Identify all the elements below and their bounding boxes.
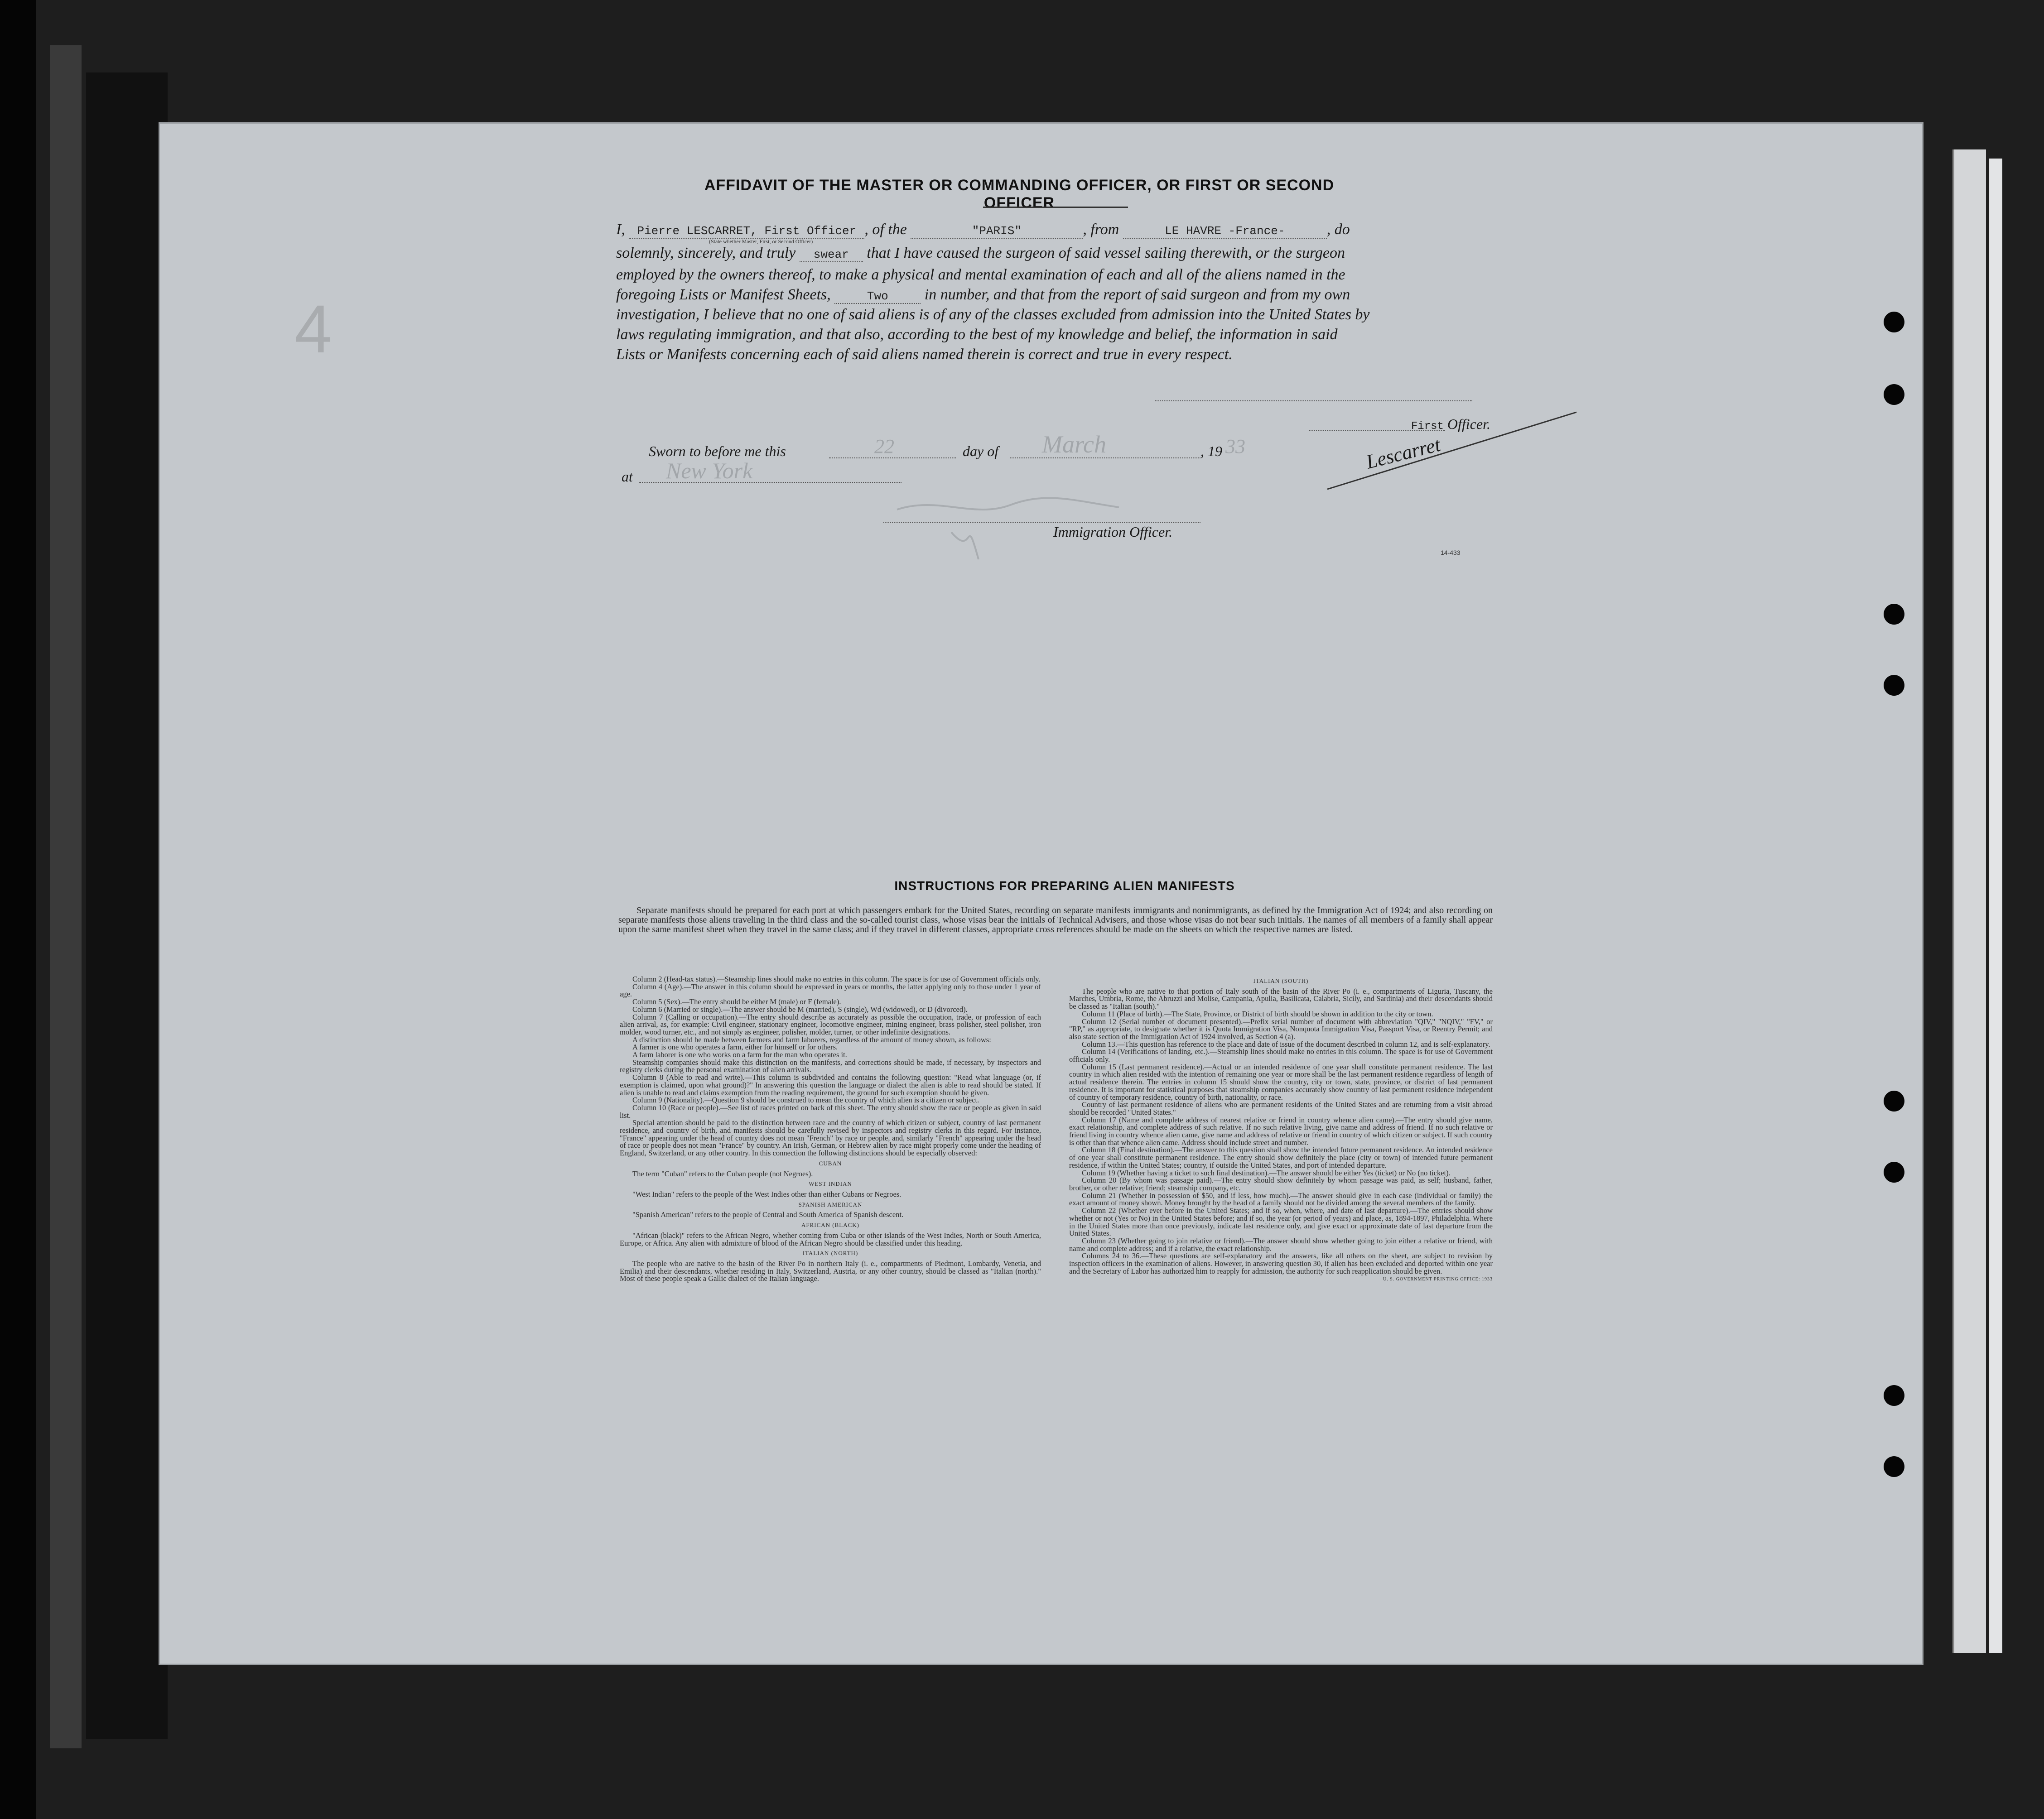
punch-hole bbox=[1884, 1456, 1904, 1477]
day-of-text: day of bbox=[963, 443, 999, 459]
officer-typed: First bbox=[1411, 420, 1444, 433]
instruction-paragraph: Columns 24 to 36.—These questions are self-explanatory and the answers, like all others on the sheet, are subject to revision by inspection officers in the examination of aliens. However, in answering question 30, if alien has been excluded and deported within one year and the Secretary of Labor has authorized him to reapply for admission, the authority for such reapplication should be given. bbox=[1069, 1251, 1493, 1275]
punch-hole bbox=[1884, 1091, 1904, 1112]
sworn-text: Sworn to before me this bbox=[649, 443, 786, 459]
affidavit-i: I, bbox=[616, 221, 625, 238]
instruction-paragraph: Column 15 (Last permanent residence).—Actual or an intended residence of one year shall constitute permanent residence. The last country in which alien resided with the intention of remaining one year or more shall be the last permanent residence regardless of length of actual residence therein. The entries in column 15 should show the country, city or town, state, province, or district of last permanent residence. It is important for statistical purposes that steamship companies accurately show country of last permanent residence independent of country of temporary residence, country of birth, nationality, or race. bbox=[1069, 1062, 1493, 1102]
page-number-stamp: 4 bbox=[294, 291, 333, 367]
section-heading: CUBAN bbox=[819, 1160, 842, 1167]
punch-hole bbox=[1884, 675, 1904, 696]
instructions-right-column bbox=[1069, 975, 1493, 1284]
title-rule bbox=[983, 207, 1128, 208]
punch-hole bbox=[1884, 604, 1904, 625]
immigration-officer-rule bbox=[883, 522, 1200, 523]
affidavit-text: solemnly, sincerely, and truly bbox=[616, 245, 796, 261]
officer-rank: First Officer bbox=[764, 224, 857, 238]
section-heading: ITALIAN (SOUTH) bbox=[1253, 977, 1309, 984]
instruction-paragraph: Column 13.—This question has reference to the place and date of issue of the document described in column 12, and is self-explanatory. bbox=[1082, 1039, 1490, 1049]
instruction-paragraph: The term "Cuban" refers to the Cuban people (not Negroes). bbox=[632, 1169, 813, 1178]
oath-field: swear bbox=[800, 248, 863, 262]
section-heading: WEST INDIAN bbox=[809, 1180, 852, 1188]
month-handwritten: March bbox=[1042, 431, 1106, 458]
instruction-paragraph: Column 8 (Able to read and write).—This column is subdivided and contains the following question: "Read what language (or, if exemption is claimed, upon what ground)?" In answering this question the language or dialect the alien is able to read should be stated. If alien is unable to read and claims exemption from the reading requirement, the ground for such exemption should be given. bbox=[620, 1073, 1041, 1097]
section-heading: AFRICAN (BLACK) bbox=[801, 1222, 860, 1229]
instruction-paragraph: Column 9 (Nationality).—Question 9 should be construed to mean the country of which alien is a citizen or subject. bbox=[632, 1096, 979, 1105]
punch-hole bbox=[1884, 1162, 1904, 1183]
instruction-paragraph: A farmer is one who operates a farm, either for himself or for others. bbox=[632, 1043, 838, 1052]
officer-name: Pierre LESCARRET, bbox=[637, 224, 757, 238]
instruction-paragraph: Column 6 (Married or single).—The answer should be M (married), S (single), Wd (widowed), or D (divorced). bbox=[632, 1005, 968, 1014]
affidavit-text: that I have caused the surgeon of said vessel sailing therewith, or the surgeon bbox=[867, 245, 1345, 261]
officer-signature bbox=[1323, 408, 1581, 498]
instruction-paragraph: Steamship companies should make this distinction on the manifests, and corrections should be made, if necessary, by inspectors and registry clerks during the personal examination of alien arrivals. bbox=[620, 1058, 1041, 1074]
instructions-left-column bbox=[620, 976, 1041, 1283]
punch-hole bbox=[1884, 1385, 1904, 1406]
officer-name-field bbox=[629, 224, 864, 239]
affidavit-line-3: employed by the owners thereof, to make a physical and mental examination of each and all of the aliens named in the bbox=[616, 266, 1345, 283]
at-text: at bbox=[622, 468, 633, 485]
instruction-paragraph: Column 7 (Calling or occupation).—The entry should describe as accurately as possible the occupation, trade, or profession of each alien arrival, as, for example: Civil engineer, stationary engineer, locomotive engineer, mining engineer, brass polisher, steel polisher, iron molder, wood turner, etc., and not simply as engineer, polisher, molder, turner, or other indefinite designations. bbox=[620, 1012, 1041, 1036]
punch-hole bbox=[1884, 312, 1904, 332]
instruction-paragraph: Column 20 (By whom was passage paid).—The entry should show definitely by whom passage was paid, as self; husband, father, brother, or other relative; friend; steamship company, etc. bbox=[1069, 1176, 1493, 1192]
instruction-paragraph: Column 17 (Name and complete address of nearest relative or friend in country whence alien came).—The entry should give name, exact relationship, and complete address of such relative. If no such relative living, give name and address of friend. If no such relative or friend living in country whence alien came, give name and address of relative or friend in country of which citizen or subject. If such country is other than that whence alien came. Address should include street and number. bbox=[1069, 1115, 1493, 1147]
port-field: LE HAVRE -France- bbox=[1123, 224, 1327, 239]
rank-note: (State whether Master, First, or Second Officer) bbox=[709, 238, 813, 245]
affidavit-line-4 bbox=[616, 286, 1495, 304]
instruction-paragraph: Special attention should be paid to the distinction between race and the country of which citizen or subject, country of last permanent residence, and country of birth, and manifests should be carefully revised by inspectors and registry clerks in this regard. For instance, "France" appearing under the head of country does not mean "French" by race or people, and, similarly "French" appearing under the head of race or people does not mean "France" by country. An Irish, German, or Hebrew alien by race might properly come under the heading of England, Switzerland, or any other country. In this connection the following distinctions should be especially observed: bbox=[620, 1118, 1041, 1158]
affidavit-line-6: laws regulating immigration, and that also, according to the best of my knowledge and belief, the information in said bbox=[616, 326, 1338, 343]
affidavit-title: AFFIDAVIT OF THE MASTER OR COMMANDING OFFICER, OR FIRST OR SECOND OFFICER bbox=[704, 177, 1335, 212]
day-handwritten: 22 bbox=[874, 435, 894, 457]
affidavit-text: in number, and that from the report of said surgeon and from my own bbox=[924, 286, 1350, 303]
vessel-field: "PARIS" bbox=[911, 224, 1083, 239]
instruction-paragraph: Column 18 (Final destination).—The answer to this question shall show the intended future permanent residence. An intended residence of one year shall constitute permanent residence. The entry should show definitely the place (city or town) of intended future permanent residence, if within the United States; country, if outside the United States, and port of intended departure. bbox=[1069, 1145, 1493, 1169]
instruction-paragraph: Column 21 (Whether in possession of $50, and if less, how much).—The answer should give in each case (individual or family) the exact amount of money shown. Money brought by the head of a family should not be divided among the several members of the family. bbox=[1069, 1191, 1493, 1208]
year-handwritten: 33 bbox=[1225, 435, 1245, 457]
instruction-paragraph: Column 4 (Age).—The answer in this column should be expressed in years or months, the latter applying only to those under 1 year of age. bbox=[620, 982, 1041, 999]
page-stack-edge-outer bbox=[1989, 159, 2002, 1653]
instruction-paragraph: Column 22 (Whether ever before in the United States; and if so, when, where, and date of last departure).—The entries should show whether or not (Yes or No) in the United States before; and if so, the year (or period of years) and place, as, 1894-1897, Philadelphia. Where in the United States more than once previously, indicate last residence only, and give exact or approximate date of last departure from the United States. bbox=[1069, 1206, 1493, 1238]
instruction-paragraph: "Spanish American" refers to the people of Central and South America of Spanish descent. bbox=[632, 1210, 904, 1219]
section-heading: ITALIAN (NORTH) bbox=[802, 1250, 858, 1257]
instruction-paragraph: Column 14 (Verifications of landing, etc.).—Steamship lines should make no entries in this column. The space is for use of Government officials only. bbox=[1069, 1047, 1493, 1064]
instruction-paragraph: A distinction should be made between farmers and farm laborers, regardless of the amount of money shown, as follows: bbox=[632, 1035, 991, 1044]
instruction-paragraph: Column 19 (Whether having a ticket to such final destination).—The answer should be either Yes (ticket) or No (no ticket). bbox=[1082, 1168, 1451, 1177]
instruction-paragraph: "West Indian" refers to the people of the West Indies other than either Cubans or Negroes. bbox=[632, 1189, 901, 1198]
film-strip bbox=[50, 45, 82, 1748]
instruction-paragraph: Column 11 (Place of birth).—The State, Province, or District of birth should be shown in addition to the city or town. bbox=[1082, 1009, 1433, 1018]
affidavit-line-2 bbox=[616, 245, 1495, 262]
form-number: 14-433 bbox=[1441, 549, 1461, 556]
instruction-paragraph: Column 23 (Whether going to join relative or friend).—The answer should show whether going to join either a relative or friend, with name and complete address; and if a relative, the exact relationship. bbox=[1069, 1236, 1493, 1253]
sheets-field: Two bbox=[834, 289, 921, 304]
instruction-paragraph: The people who are native to that portion of Italy south of the basin of the River Po (i. e., compartments of Liguria, Tuscany, the Marches, Umbria, Rome, the Abruzzi and Molise, Campania, Apulia, Basilicata, Calabria, Sicily, and Sardinia) and their descendants should be classed as "Italian (south)." bbox=[1069, 986, 1493, 1011]
year-prefix: , 19 bbox=[1200, 443, 1222, 459]
affidavit-line-7: Lists or Manifests concerning each of said aliens named therein is correct and true in every respect. bbox=[616, 346, 1233, 363]
immigration-officer-label: Immigration Officer. bbox=[1053, 524, 1173, 540]
instruction-paragraph: Column 10 (Race or people).—See list of races printed on back of this sheet. The entry should show the race or people as given in said list. bbox=[620, 1103, 1041, 1120]
officer-label: Officer. bbox=[1447, 416, 1490, 432]
film-edge-left bbox=[0, 0, 36, 1819]
instructions-title: INSTRUCTIONS FOR PREPARING ALIEN MANIFESTS bbox=[894, 879, 1235, 893]
punch-hole bbox=[1884, 384, 1904, 405]
instruction-paragraph: Country of last permanent residence of aliens who are permanent residents of the United States and are returning from a visit abroad should be recorded "United States." bbox=[1069, 1100, 1493, 1116]
film-border bbox=[86, 72, 168, 1739]
instruction-paragraph: Column 5 (Sex).—The entry should be either M (male) or F (female). bbox=[632, 997, 841, 1006]
section-heading: SPANISH AMERICAN bbox=[798, 1201, 863, 1208]
affidavit-line-5: investigation, I believe that no one of said aliens is of any of the classes excluded from admission into the United States by bbox=[616, 306, 1370, 323]
affidavit-from: , from bbox=[1083, 221, 1119, 238]
officer-signature-text: Lescarret bbox=[1364, 433, 1443, 473]
instruction-paragraph: "African (black)" refers to the African Negro, whether coming from Cuba or other islands of the West Indies, North or South America, Europe, or Africa. Any alien with admixture of blood of the African Negro should be classified under this heading. bbox=[620, 1231, 1041, 1247]
affidavit-line-1 bbox=[616, 221, 1495, 239]
page-stack-edge bbox=[1952, 149, 1986, 1653]
instruction-paragraph: The people who are native to the basin of the River Po in northern Italy (i. e., compartments of Piedmont, Lombardy, Venetia, and Emilia) and their descendants, whether residing in Italy, Switzerland, Austria, or any other country, should be classed as "Italian (north)." Most of these people speak a Gallic dialect of the Italian language. bbox=[620, 1259, 1041, 1283]
instruction-paragraph: Column 12 (Serial number of document presented).—Prefix serial number of document with abbreviation "QIV," "NQIV," "FV," or "RP," as appropriate, to designate whether it is Quota Immigration Visa, Nonquota Immigration Visa, Passport Visa, or Reentry Permit; and also state section of the Immigration Act of 1924 involved, as Section 4 (a). bbox=[1069, 1017, 1493, 1041]
signature-rule-top bbox=[1155, 400, 1472, 401]
place-handwritten: New York bbox=[666, 458, 753, 483]
affidavit-of: , of the bbox=[864, 221, 907, 238]
instruction-paragraph: Column 2 (Head-tax status).—Steamship lines should make no entries in this column. The space is for use of Government officials only. bbox=[632, 975, 1041, 983]
instruction-paragraph: A farm laborer is one who works on a farm for the man who operates it. bbox=[632, 1050, 847, 1059]
affidavit-text: foregoing Lists or Manifest Sheets, bbox=[616, 286, 831, 303]
printer-note: U. S. GOVERNMENT PRINTING OFFICE: 1933 bbox=[1383, 1277, 1493, 1282]
affidavit-do: , do bbox=[1326, 221, 1350, 238]
instructions-intro: Separate manifests should be prepared for each port at which passengers embark for the United States, recording on separate manifests immigrants and nonimmigrants, as defined by the Immigration Act of 1924; and also recording on separate manifests those aliens traveling in the third class and the so-called tourist class, whose visas bear the initials of Technical Advisers, and those whose visas do not bear such initials. The names of all members of a family shall appear upon the same manifest sheet when they travel in the same class; and if they travel in different classes, appropriate cross references should be made on the sheets on which the respective names are listed. bbox=[618, 905, 1493, 934]
